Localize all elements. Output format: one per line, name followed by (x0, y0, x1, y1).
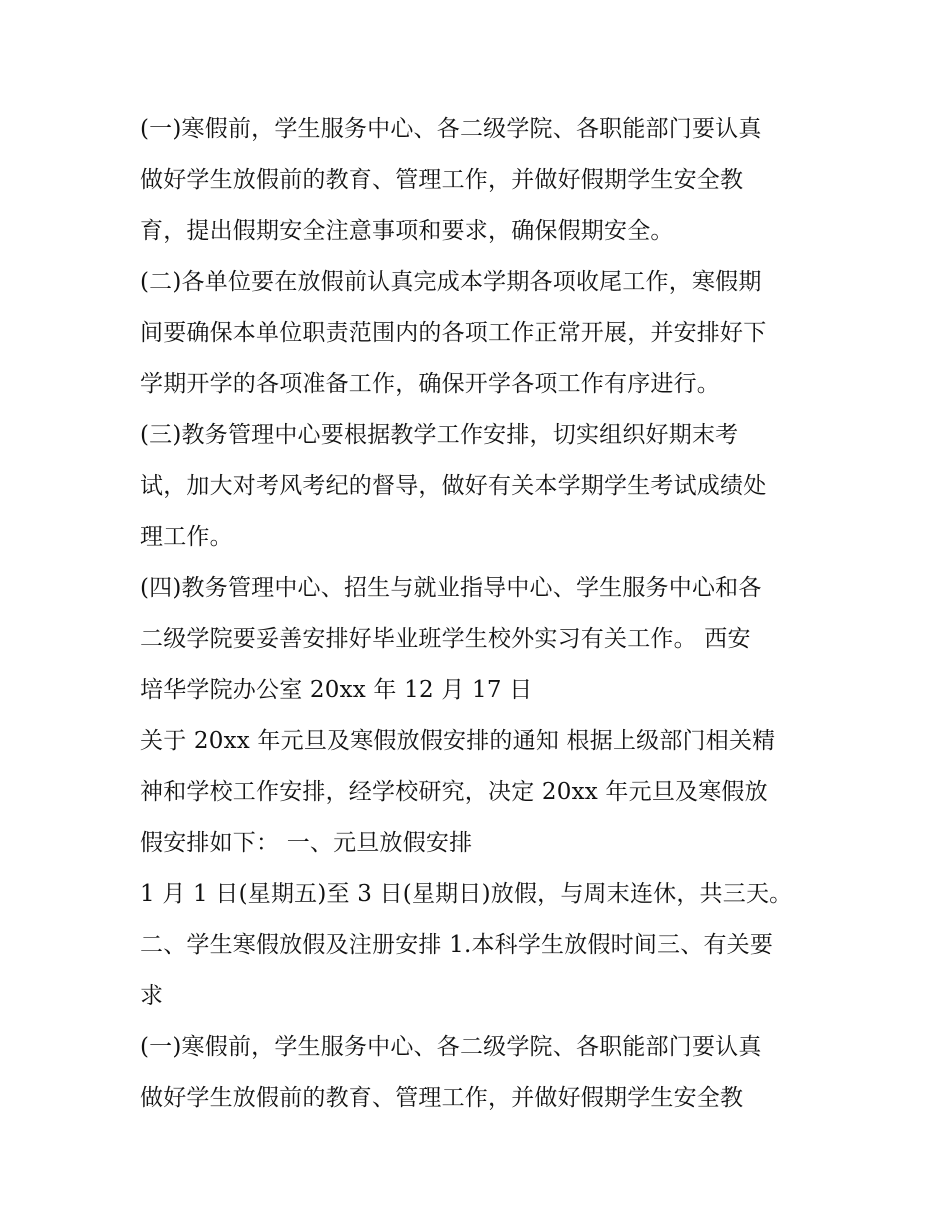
text-line: (三)教务管理中心要根据教学工作安排，切实组织好期末考 (140, 422, 739, 448)
text-line: (二)各单位要在放假前认真完成本学期各项收尾工作，寒假期 (140, 269, 762, 295)
text-line: 试，加大对考风考纪的督导，做好有关本学期学生考试成绩处 (140, 473, 767, 499)
text-line: 二、学生寒假放假及注册安排 1.本科学生放假时间三、有关要 (140, 932, 774, 958)
text-line: 关于 20xx 年元旦及寒假放假安排的通知 根据上级部门相关精 (140, 728, 776, 754)
text-line: 育，提出假期安全注意事项和要求，确保假期安全。 (140, 218, 674, 244)
text-line: 神和学校工作安排，经学校研究，决定 20xx 年元旦及寒假放 (140, 779, 768, 805)
text-line: 1 月 1 日(星期五)至 3 日(星期日)放假，与周末连休，共三天。 (140, 881, 793, 907)
document-body (140, 104, 820, 1124)
text-line: 培华学院办公室 20xx 年 12 月 17 日 (140, 677, 533, 703)
text-line: 求 (140, 983, 164, 1009)
text-line: 做好学生放假前的教育、管理工作，并做好假期学生安全教 (140, 1085, 744, 1111)
text-line: 理工作。 (140, 524, 233, 550)
text-line: 二级学院要妥善安排好毕业班学生校外实习有关工作。 西安 (140, 626, 751, 652)
text-line: (一)寒假前，学生服务中心、各二级学院、各职能部门要认真 (140, 1034, 762, 1060)
text-line: 学期开学的各项准备工作，确保开学各项工作有序进行。 (140, 371, 720, 397)
text-line: 间要确保本单位职责范围内的各项工作正常开展，并安排好下 (140, 320, 767, 346)
text-line: 假安排如下： 一、元旦放假安排 (140, 830, 473, 856)
text-line: (一)寒假前，学生服务中心、各二级学院、各职能部门要认真 (140, 116, 762, 142)
text-line: 做好学生放假前的教育、管理工作，并做好假期学生安全教 (140, 167, 744, 193)
text-line: (四)教务管理中心、招生与就业指导中心、学生服务中心和各 (140, 575, 762, 601)
